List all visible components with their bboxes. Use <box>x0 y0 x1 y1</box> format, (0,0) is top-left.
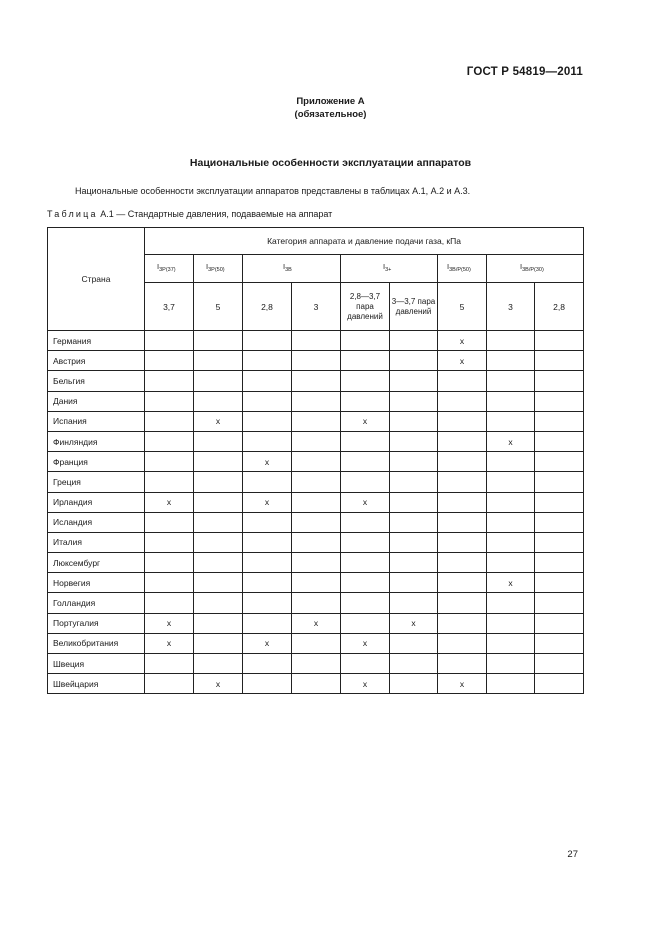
mark-cell <box>535 613 584 633</box>
mark-cell <box>243 411 292 431</box>
mark-cell <box>194 573 243 593</box>
mark-cell <box>243 331 292 351</box>
mark-cell: x <box>145 492 194 512</box>
pressure-value: 3—3,7 пара давлений <box>390 283 438 331</box>
mark-cell <box>145 351 194 371</box>
mark-cell <box>390 431 438 451</box>
mark-cell <box>438 431 487 451</box>
mark-cell <box>535 452 584 472</box>
mark-cell <box>390 452 438 472</box>
group-code: 3P(37) <box>159 267 176 273</box>
mark-cell <box>292 411 341 431</box>
country-cell: Голландия <box>48 593 145 613</box>
mark-cell <box>292 674 341 694</box>
mark-cell <box>341 553 390 573</box>
mark-cell <box>243 593 292 613</box>
mark-cell <box>145 331 194 351</box>
table-row <box>48 472 584 492</box>
mark-cell <box>194 371 243 391</box>
pressure-table <box>47 227 584 694</box>
mark-cell <box>194 553 243 573</box>
table-row <box>48 452 584 472</box>
mark-cell <box>145 411 194 431</box>
group-code: 3B/P(50) <box>449 267 471 273</box>
pressure-value: 2,8 <box>535 283 584 331</box>
table-row <box>48 371 584 391</box>
table-row <box>48 532 584 552</box>
mark-cell <box>292 391 341 411</box>
mark-cell <box>145 532 194 552</box>
mark-cell <box>194 351 243 371</box>
pressure-value: 5 <box>194 283 243 331</box>
mark-cell <box>535 512 584 532</box>
mark-cell <box>145 553 194 573</box>
mark-cell <box>487 613 535 633</box>
mark-cell: x <box>341 633 390 653</box>
mark-cell <box>341 593 390 613</box>
mark-cell <box>341 371 390 391</box>
mark-cell <box>292 633 341 653</box>
appendix-subtitle: (обязательное) <box>294 109 367 120</box>
mark-cell: x <box>438 351 487 371</box>
table-row <box>48 411 584 431</box>
mark-cell <box>145 593 194 613</box>
country-cell: Италия <box>48 532 145 552</box>
mark-cell <box>438 452 487 472</box>
mark-cell <box>487 593 535 613</box>
mark-cell <box>390 654 438 674</box>
mark-cell <box>341 654 390 674</box>
mark-cell <box>243 371 292 391</box>
mark-cell: x <box>341 411 390 431</box>
country-cell: Норвегия <box>48 573 145 593</box>
group-code: 3B/P(30) <box>522 267 544 273</box>
mark-cell <box>535 492 584 512</box>
mark-cell <box>535 411 584 431</box>
category-group <box>194 255 243 283</box>
mark-cell <box>292 654 341 674</box>
mark-cell <box>438 633 487 653</box>
mark-cell: x <box>145 613 194 633</box>
mark-cell <box>487 633 535 653</box>
country-cell: Германия <box>48 331 145 351</box>
mark-cell <box>535 472 584 492</box>
group-letter: I <box>157 262 160 271</box>
table-caption-label: Таблица <box>47 209 98 219</box>
mark-cell <box>292 452 341 472</box>
pressure-value: 3 <box>487 283 535 331</box>
mark-cell <box>292 371 341 391</box>
mark-cell <box>535 633 584 653</box>
mark-cell <box>438 371 487 391</box>
table-row <box>48 593 584 613</box>
mark-cell <box>341 532 390 552</box>
mark-cell <box>243 613 292 633</box>
mark-cell <box>535 331 584 351</box>
mark-cell <box>535 573 584 593</box>
mark-cell <box>243 431 292 451</box>
section-heading: Национальные особенности эксплуатации аппаратов <box>189 157 472 169</box>
mark-cell <box>243 674 292 694</box>
country-cell: Дания <box>48 391 145 411</box>
mark-cell <box>194 331 243 351</box>
mark-cell <box>438 492 487 512</box>
country-cell: Швейцария <box>48 674 145 694</box>
mark-cell <box>438 512 487 532</box>
mark-cell <box>194 391 243 411</box>
mark-cell <box>341 331 390 351</box>
country-cell: Португалия <box>48 613 145 633</box>
mark-cell <box>438 532 487 552</box>
table-row <box>48 492 584 512</box>
country-cell: Австрия <box>48 351 145 371</box>
table-caption-text: А.1 — Стандартные давления, подаваемые на аппарат <box>100 209 333 219</box>
mark-cell <box>487 492 535 512</box>
mark-cell <box>145 674 194 694</box>
country-cell: Исландия <box>48 512 145 532</box>
country-cell: Ирландия <box>48 492 145 512</box>
mark-cell: x <box>243 492 292 512</box>
mark-cell <box>438 593 487 613</box>
mark-cell <box>145 452 194 472</box>
country-cell: Финляндия <box>48 431 145 451</box>
mark-cell: x <box>341 492 390 512</box>
pressure-value: 3,7 <box>145 283 194 331</box>
mark-cell <box>535 351 584 371</box>
mark-cell <box>390 512 438 532</box>
mark-cell <box>243 391 292 411</box>
mark-cell <box>487 654 535 674</box>
group-letter: I <box>206 262 209 271</box>
table-row <box>48 553 584 573</box>
mark-cell <box>487 674 535 694</box>
mark-cell <box>390 351 438 371</box>
mark-cell <box>341 351 390 371</box>
standard-number: ГОСТ Р 54819—2011 <box>466 66 583 78</box>
mark-cell <box>194 654 243 674</box>
mark-cell <box>194 472 243 492</box>
mark-cell <box>390 331 438 351</box>
group-code: 3P(50) <box>208 267 225 273</box>
mark-cell <box>535 431 584 451</box>
mark-cell <box>243 472 292 492</box>
mark-cell <box>292 331 341 351</box>
mark-cell <box>194 633 243 653</box>
mark-cell <box>535 553 584 573</box>
table-row <box>48 391 584 411</box>
mark-cell <box>438 411 487 431</box>
mark-cell: x <box>194 674 243 694</box>
mark-cell <box>390 391 438 411</box>
group-letter: I <box>383 262 386 271</box>
mark-cell: x <box>390 613 438 633</box>
country-cell: Бельгия <box>48 371 145 391</box>
mark-cell <box>292 593 341 613</box>
mark-cell <box>390 492 438 512</box>
mark-cell <box>390 532 438 552</box>
mark-cell: x <box>341 674 390 694</box>
mark-cell <box>243 654 292 674</box>
mark-cell <box>194 492 243 512</box>
group-code: 3+ <box>385 267 392 273</box>
mark-cell <box>390 411 438 431</box>
group-letter: I <box>283 262 286 271</box>
mark-cell <box>341 472 390 492</box>
country-cell: Швеция <box>48 654 145 674</box>
mark-cell <box>438 553 487 573</box>
mark-cell <box>535 371 584 391</box>
table-caption <box>47 209 332 219</box>
country-cell: Греция <box>48 472 145 492</box>
page-number: 27 <box>567 849 578 860</box>
mark-cell: x <box>487 431 535 451</box>
mark-cell <box>390 573 438 593</box>
group-letter: I <box>447 262 450 271</box>
mark-cell <box>487 371 535 391</box>
country-cell: Люксембург <box>48 553 145 573</box>
category-group <box>438 255 487 283</box>
mark-cell <box>487 452 535 472</box>
appendix-title: Приложение А <box>296 96 365 107</box>
mark-cell <box>194 452 243 472</box>
category-header: Категория аппарата и давление подачи газа, кПа <box>145 228 584 255</box>
country-header: Страна <box>48 228 145 331</box>
mark-cell <box>487 553 535 573</box>
category-group <box>341 255 438 283</box>
mark-cell <box>341 613 390 633</box>
mark-cell <box>292 472 341 492</box>
mark-cell <box>292 532 341 552</box>
pressure-value: 5 <box>438 283 487 331</box>
mark-cell <box>487 331 535 351</box>
mark-cell <box>390 472 438 492</box>
mark-cell <box>145 573 194 593</box>
pressure-value: 2,8 <box>243 283 292 331</box>
group-code: 3B <box>285 267 292 273</box>
mark-cell <box>145 371 194 391</box>
mark-cell <box>243 553 292 573</box>
mark-cell <box>145 654 194 674</box>
mark-cell <box>487 472 535 492</box>
table-row <box>48 654 584 674</box>
mark-cell <box>487 532 535 552</box>
group-letter: I <box>520 262 523 271</box>
mark-cell <box>535 593 584 613</box>
mark-cell <box>438 654 487 674</box>
mark-cell: x <box>292 613 341 633</box>
table-row <box>48 331 584 351</box>
mark-cell: x <box>438 674 487 694</box>
pressure-value: 2,8—3,7 пара давлений <box>341 283 390 331</box>
category-group <box>487 255 584 283</box>
mark-cell <box>390 633 438 653</box>
mark-cell <box>243 532 292 552</box>
mark-cell <box>341 573 390 593</box>
mark-cell <box>535 532 584 552</box>
mark-cell <box>243 512 292 532</box>
table-row <box>48 613 584 633</box>
mark-cell <box>487 391 535 411</box>
mark-cell <box>145 512 194 532</box>
pressure-value: 3 <box>292 283 341 331</box>
mark-cell: x <box>194 411 243 431</box>
mark-cell <box>341 431 390 451</box>
category-group <box>243 255 341 283</box>
country-cell: Франция <box>48 452 145 472</box>
mark-cell <box>438 613 487 633</box>
mark-cell: x <box>438 331 487 351</box>
country-cell: Испания <box>48 411 145 431</box>
table-row <box>48 573 584 593</box>
mark-cell <box>194 431 243 451</box>
mark-cell <box>535 674 584 694</box>
intro-paragraph: Национальные особенности эксплуатации аппаратов представлены в таблицах А.1, А.2 и А.3. <box>75 186 471 196</box>
mark-cell <box>243 573 292 593</box>
mark-cell <box>292 573 341 593</box>
mark-cell <box>390 593 438 613</box>
mark-cell <box>487 351 535 371</box>
mark-cell: x <box>243 633 292 653</box>
mark-cell <box>194 593 243 613</box>
mark-cell <box>438 391 487 411</box>
mark-cell: x <box>145 633 194 653</box>
country-cell: Великобритания <box>48 633 145 653</box>
mark-cell <box>341 452 390 472</box>
mark-cell <box>145 431 194 451</box>
table-row <box>48 351 584 371</box>
mark-cell <box>438 573 487 593</box>
mark-cell <box>390 674 438 694</box>
mark-cell: x <box>243 452 292 472</box>
category-group <box>145 255 194 283</box>
mark-cell <box>341 391 390 411</box>
mark-cell <box>390 371 438 391</box>
mark-cell <box>341 512 390 532</box>
mark-cell <box>292 492 341 512</box>
mark-cell <box>292 553 341 573</box>
mark-cell <box>535 654 584 674</box>
mark-cell <box>487 512 535 532</box>
mark-cell <box>487 411 535 431</box>
mark-cell <box>535 391 584 411</box>
mark-cell <box>292 431 341 451</box>
mark-cell <box>194 532 243 552</box>
mark-cell <box>194 512 243 532</box>
mark-cell <box>194 613 243 633</box>
mark-cell <box>243 351 292 371</box>
table-row <box>48 633 584 653</box>
table-row <box>48 512 584 532</box>
mark-cell <box>145 391 194 411</box>
mark-cell <box>438 472 487 492</box>
mark-cell: x <box>487 573 535 593</box>
mark-cell <box>145 472 194 492</box>
mark-cell <box>390 553 438 573</box>
mark-cell <box>292 512 341 532</box>
table-row <box>48 674 584 694</box>
mark-cell <box>292 351 341 371</box>
table-row <box>48 431 584 451</box>
